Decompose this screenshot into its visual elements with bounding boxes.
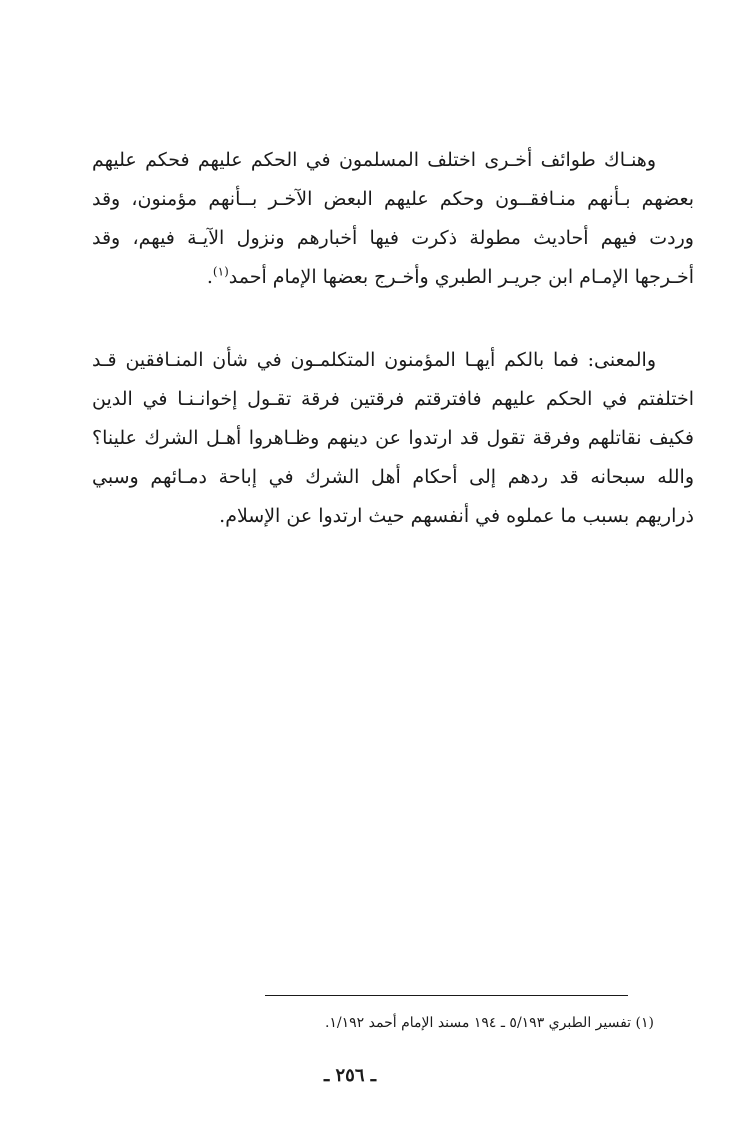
page-number: ـ ٢٥٦ ـ [323, 1065, 377, 1086]
paragraph-1-text [92, 141, 694, 297]
paragraph-1 [92, 141, 694, 297]
paragraph-2-text: والمعنى: فما بالكم أيهـا المؤمنون المتكلمـون في شأن المنـافقين قـد اختلفتم في الحكم عليهم فافترقتم فرقتين فرقة تقـول إخوانـنـا في الدين فكيف نقاتلهم وفرقة تقول قد ارتدوا عن دينهم وظـاهروا أهـل الشرك علينا؟ والله سبحانه قد ردهم إلى أحكام أهل الشرك في إباحة دمـائهم وسبي ذراريهم بسبب ما عملوه في أنفسهم حيث ارتدوا عن الإسلام. [92, 349, 694, 527]
footnote-reference: (١) [212, 264, 229, 279]
paragraph-1-body: وهنـاك طوائف أخـرى اختلف المسلمون في الحكم عليهم فحكم عليهم بعضهم بـأنهم منـافقــون وحكم عليهم البعض الآخـر بــأنهم مؤمنون، وقد وردت فيهم أحاديث مطولة ذكرت فيها أخبارهم ونزول الآيـة فيهم، وقد أخـرجها الإمـام ابن جريـر الطبري وأخـرج بعضها الإمام أحمد [92, 149, 694, 288]
footnote: (١) تفسير الطبري ٥/١٩٣ ـ ١٩٤ مسند الإمام أحمد ١/١٩٢. [324, 1015, 654, 1031]
paragraph-1-ending: . [206, 266, 213, 288]
paragraph-2 [92, 341, 694, 536]
footnote-divider [265, 995, 628, 996]
